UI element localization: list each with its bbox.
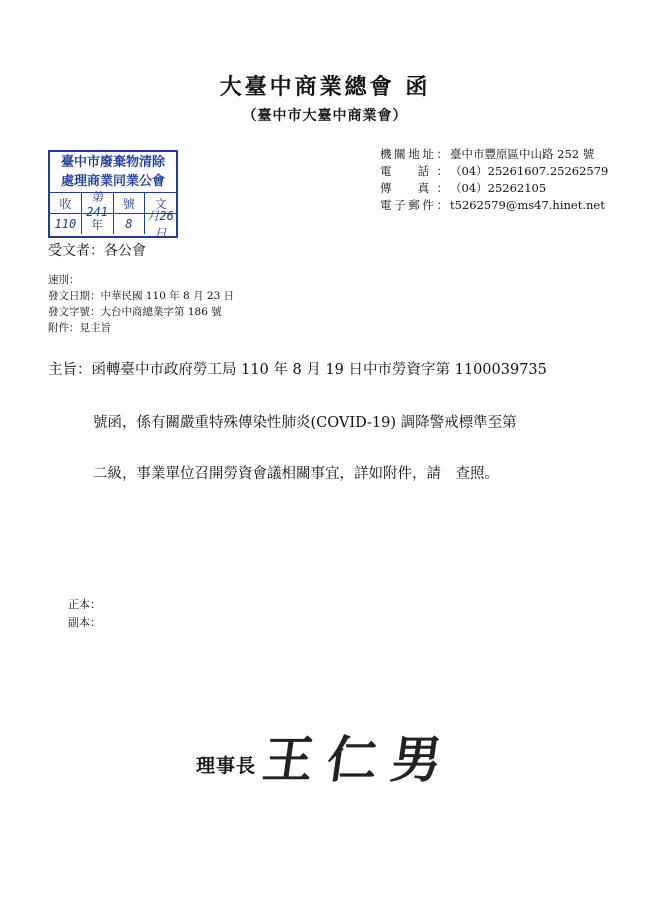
contact-block [380,146,608,214]
signature-name: 王仁男 [259,731,460,789]
copies-copy: 副本： [68,616,101,629]
signature-title: 理事長 [196,755,257,777]
meta-block [48,272,234,336]
contact-phone [380,163,608,180]
subject-line-3: 二級，事業單位召開勞資會議相關事宜，詳如附件，請 查照。 [93,466,499,482]
meta-attachment: 附件：見主旨 [48,322,111,334]
subject-line-2: 號函，係有關嚴重特殊傳染性肺炎(COVID-19) 調降警戒標準至第 [93,415,517,431]
stamp-hao-label: 號 [114,193,146,213]
stamp-date-row [50,209,176,240]
stamp-day: 月26日 [147,209,174,240]
contact-address-value: 臺中市豐原區中山路 252 號 [450,147,595,161]
contact-fax-value: （04）25262105 [450,181,547,195]
contact-address-label: 機關地址： [380,147,448,161]
document-title: 大臺中商業總會 函 [219,74,431,100]
stamp-year-label: 年 [82,214,114,234]
receipt-stamp [48,150,178,238]
copies-original: 正本： [68,598,101,611]
recipient: 受文者：各公會 [48,243,146,259]
meta-number: 發文字號：大台中商總業字第 186 號 [48,306,222,318]
contact-email [380,197,608,214]
meta-speed: 速別： [48,274,80,286]
contact-phone-value: （04）25261607.25262579 [450,164,609,178]
copies-block [68,596,101,632]
contact-address [380,146,608,163]
stamp-year: 110 [50,214,82,234]
subject-block [48,358,603,483]
contact-fax [380,180,608,197]
contact-email-value: t5262579@ms47.hinet.net [450,198,605,212]
contact-phone-label: 電 話： [380,164,448,178]
stamp-org [50,152,176,193]
meta-date: 發文日期：中華民國 110 年 8 月 23 日 [48,290,235,302]
stamp-receive-number: 第241 [82,193,114,213]
stamp-org-line1: 臺中市廢棄物清除 [60,155,165,170]
stamp-month: 8 [114,214,146,234]
stamp-org-line2: 處理商業同業公會 [60,174,165,189]
subject-line-1: 主旨：函轉臺中市政府勞工局 110 年 8 月 19 日中市勞資字第 1100039735 [48,362,547,378]
stamp-receive-label: 收 [50,193,82,213]
document-subtitle: （臺中市大臺中商業會） [242,108,408,124]
signature-block [196,720,460,792]
contact-fax-label: 傳 真： [380,181,448,195]
contact-email-label: 電子郵件： [380,198,448,212]
stamp-wen-label: 文 [154,196,167,211]
